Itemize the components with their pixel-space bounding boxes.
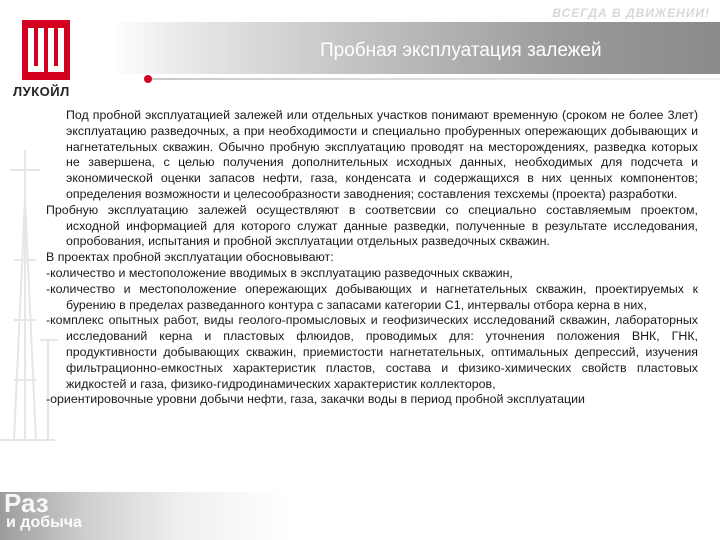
footer-band bbox=[0, 492, 720, 540]
lukoil-logo-icon bbox=[22, 20, 70, 80]
paragraph-definition: Под пробной эксплуатацией залежей или отдельных участков понимают временную (сроком не более 3лет) эксплуатацию разведочных, а при необходимости и специально пробуренных опережающих добывающих и нагнетательных скважин. Обычно пробную эксплуатацию проводят на месторождениях, разведка которых не завершена, с целью получения дополнительных исходных данных, необходимых для подсчета и экономической оценки запасов нефти, газа, конденсата и содержащихся в них ценных компонентов; определения возможности и целесообразности заводнения; составления техсхемы (проекта) разработки. bbox=[66, 108, 698, 201]
paragraph-justify-intro: В проектах пробной эксплуатации обосновывают: bbox=[46, 250, 334, 265]
brand-name: ЛУКОЙЛ bbox=[13, 84, 70, 99]
slide-title: Пробная эксплуатация залежей bbox=[320, 40, 602, 61]
footer-watermark-small: и добыча bbox=[6, 514, 82, 531]
list-item-experimental-works: -комплекс опытных работ, виды геолого-промысловых и геофизических исследований скважин, лабораторных исследований керна и пластовых флюидов, проводимых для: уточнения положения ВНК, ГНК, продуктивности добывающих скважин, приемистости нагнетательных, оптимальных депрессий, изучения фильтрационно-емкостных характеристик пластов, состава и физико-химических свойств пластовых жидкостей и газа, физико-гидродинамических характеристик коллекторов, bbox=[46, 313, 698, 391]
header-divider bbox=[152, 78, 720, 80]
list-item-production-levels: -ориентировочные уровни добычи нефти, газа, закачки воды в период пробной эксплуатации bbox=[46, 392, 585, 407]
accent-dot bbox=[144, 75, 152, 83]
body-text bbox=[46, 108, 698, 408]
tagline: ВСЕГДА В ДВИЖЕНИИ! bbox=[552, 6, 710, 20]
paragraph-project: Пробную эксплуатацию залежей осуществляют в соответсвии со специально составляемым проектом, исходной информацией для которого служат данные разведки, полученные в результате исследования, опробования, испытания и пробной эксплуатации отдельных разведочных скважин. bbox=[46, 202, 698, 249]
list-item-exploration-wells: -количество и местоположение вводимых в эксплуатацию разведочных скважин, bbox=[46, 265, 513, 280]
footer-watermark-big: Раз bbox=[4, 488, 49, 518]
list-item-advance-wells: -количество и местоположение опережающих добывающих и нагнетательных скважин, проектируемых к бурению в пределах разведанного контура с запасами категории С1, интервалы отбора керна в них, bbox=[46, 281, 698, 312]
